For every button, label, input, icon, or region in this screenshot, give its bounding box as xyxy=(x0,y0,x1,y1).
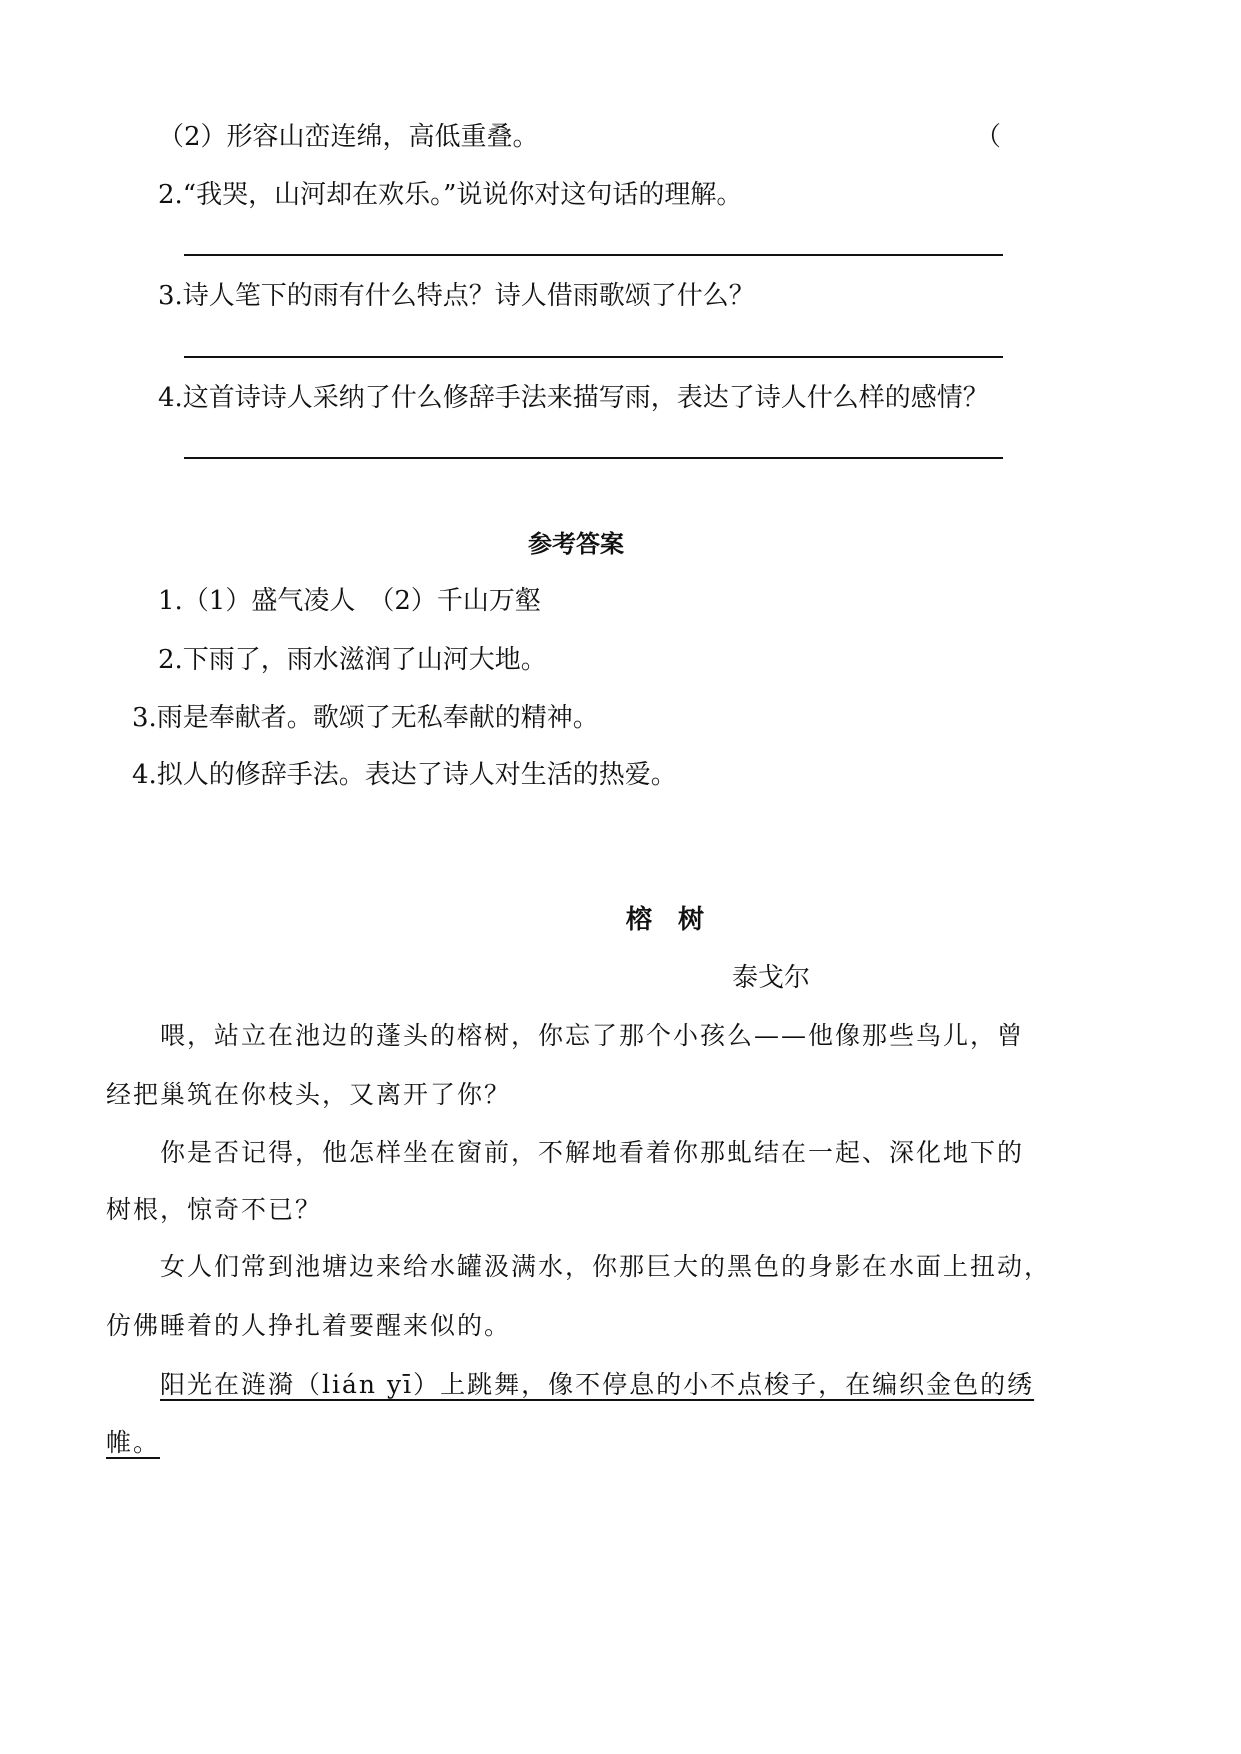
answer-4: 4.拟人的修辞手法。表达了诗人对生活的热爱。 xyxy=(132,760,677,790)
paragraph-1-line-2: 经把巢筑在你枝头，又离开了你？ xyxy=(106,1080,512,1109)
paragraph-3-line-2: 仿佛睡着的人挣扎着要醒来似的。 xyxy=(106,1311,512,1340)
question-4: 4.这首诗诗人采纳了什么修辞手法来描写雨，表达了诗人什么样的感情？ xyxy=(158,383,989,413)
answer-1: 1.（1）盛气凌人 （2）千山万壑 xyxy=(158,586,541,616)
question-3: 3.诗人笔下的雨有什么特点？诗人借雨歌颂了什么？ xyxy=(158,281,755,311)
answer-line-q3 xyxy=(184,356,1003,358)
question-2: 2.“我哭，山河却在欢乐。”说说你对这句话的理解。 xyxy=(158,180,743,210)
answers-title: 参考答案 xyxy=(528,530,624,558)
paragraph-1-line-1: 喂，站立在池边的蓬头的榕树，你忘了那个小孩么——他像那些鸟儿，曾 xyxy=(160,1021,1025,1050)
answer-line-q4 xyxy=(184,457,1003,459)
paragraph-3-line-1: 女人们常到池塘边来给水罐汲满水，你那巨大的黑色的身影在水面上扭动， xyxy=(160,1252,1052,1281)
answer-2: 2.下雨了，雨水滋润了山河大地。 xyxy=(158,645,547,675)
paragraph-4-line-2-underlined: 帷。 xyxy=(106,1428,161,1457)
answer-3: 3.雨是奉献者。歌颂了无私奉献的精神。 xyxy=(132,703,599,733)
question-1-item-2: （2）形容山峦连绵，高低重叠。 xyxy=(158,122,539,152)
paragraph-4-line-1-underlined: 阳光在涟漪（lián yī）上跳舞，像不停息的小不点梭子，在编织金色的绣 xyxy=(160,1370,1035,1399)
answer-paren-open: （ xyxy=(975,122,1002,152)
poem-author: 泰戈尔 xyxy=(732,963,811,993)
poem-title: 榕 树 xyxy=(626,905,705,935)
paragraph-2-line-1: 你是否记得，他怎样坐在窗前，不解地看着你那虬结在一起、深化地下的 xyxy=(160,1138,1025,1167)
answer-line-q2 xyxy=(184,254,1003,256)
paragraph-2-line-2: 树根，惊奇不已？ xyxy=(106,1195,323,1224)
